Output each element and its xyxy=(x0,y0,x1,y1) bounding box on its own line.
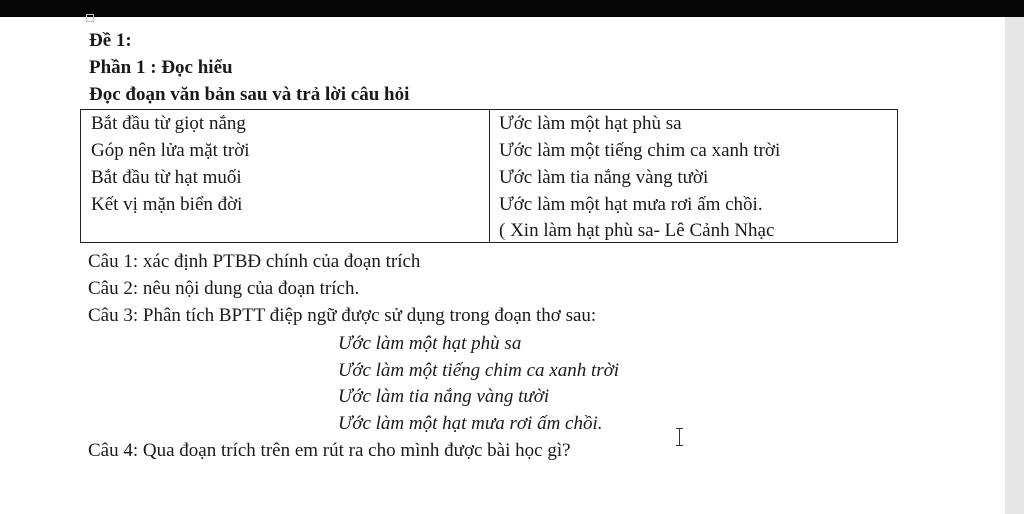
question-3: Câu 3: Phân tích BPTT điệp ngữ được sử dụng trong đoạn thơ sau: xyxy=(88,305,597,326)
top-black-bar xyxy=(0,0,1024,17)
poem-left-line-3: Bắt đầu từ hạt muối xyxy=(91,167,242,188)
quoted-poem-line-1: Ước làm một hạt phù sa xyxy=(338,333,522,354)
quoted-poem-line-2: Ước làm một tiếng chim ca xanh trời xyxy=(338,360,620,381)
quoted-poem-line-4: Ước làm một hạt mưa rơi ấm chồi. xyxy=(338,413,603,434)
page-corner-marker xyxy=(86,14,94,22)
question-4: Câu 4: Qua đoạn trích trên em rút ra cho mình được bài học gì? xyxy=(88,440,571,461)
page-edge-strip xyxy=(1005,17,1024,514)
poem-left-line-4: Kết vị mặn biển đời xyxy=(91,194,243,215)
poem-left-line-2: Góp nên lửa mặt trời xyxy=(91,140,250,161)
poem-source-citation: ( Xin làm hạt phù sa- Lê Cảnh Nhạc xyxy=(499,220,775,241)
question-1: Câu 1: xác định PTBĐ chính của đoạn trích xyxy=(88,251,421,272)
quoted-poem-line-3: Ước làm tia nắng vàng tười xyxy=(338,386,550,407)
poem-right-line-4: Ước làm một hạt mưa rơi ấm chồi. xyxy=(499,194,763,215)
poem-right-line-3: Ước làm tia nắng vàng tười xyxy=(499,167,709,188)
poem-right-line-1: Ước làm một hạt phù sa xyxy=(499,113,682,134)
poem-table xyxy=(80,109,898,243)
instruction-text: Đọc đoạn văn bản sau và trả lời câu hỏi xyxy=(89,84,410,105)
question-2: Câu 2: nêu nội dung của đoạn trích. xyxy=(88,278,360,299)
text-cursor-icon xyxy=(676,428,684,446)
part-title: Phần 1 : Đọc hiểu xyxy=(89,57,233,78)
poem-right-line-2: Ước làm một tiếng chim ca xanh trời xyxy=(499,140,781,161)
exam-title: Đề 1: xyxy=(89,30,132,51)
poem-left-line-1: Bắt đầu từ giọt nắng xyxy=(91,113,246,134)
table-column-divider xyxy=(489,110,490,242)
